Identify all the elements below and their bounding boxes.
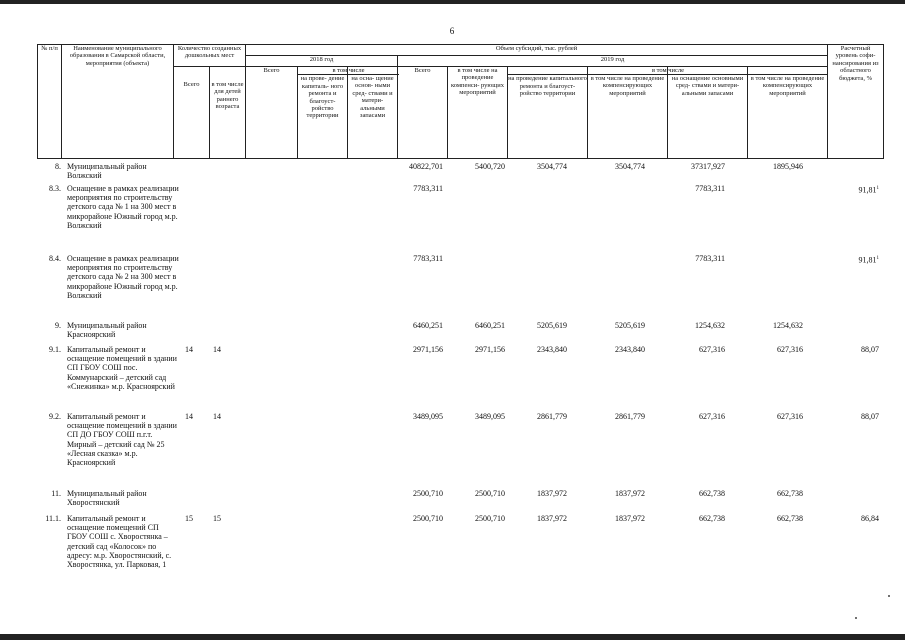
- row-comp-2019: 6460,251: [475, 321, 505, 330]
- footnote-mark: 1: [876, 186, 879, 191]
- row-places-total: 14: [185, 345, 193, 354]
- table-header: [37, 44, 884, 159]
- scan-speck: [855, 617, 857, 619]
- row-level-value: 91,81: [858, 185, 877, 195]
- row-repair-2019: 2343,840: [537, 345, 567, 354]
- row-repair-comp-2019: 3504,774: [615, 162, 645, 171]
- header-total-2019: Всего: [398, 67, 448, 159]
- row-total-2019: 3489,095: [413, 412, 443, 421]
- row-equip-comp-2019: 627,316: [777, 345, 803, 354]
- header-2019-repair-label: на проведение капитального ремонта и благоуст- ройство территории: [508, 75, 587, 98]
- row-total-2019: 7783,311: [413, 184, 443, 193]
- header-2018-equip: [348, 67, 398, 159]
- row-level: 88,07: [861, 412, 879, 421]
- row-name: Оснащение в рамках реализации мероприятия по строительству детского сада № 1 на 300 мест в микрорайоне Южный город м.р. Волжский: [67, 184, 179, 230]
- header-count-kids: в том числе для детей раннего возраста: [210, 67, 246, 159]
- row-comp-2019: 2500,710: [475, 514, 505, 523]
- row-repair-2019: 3504,774: [537, 162, 567, 171]
- row-total-2019: 2500,710: [413, 489, 443, 498]
- row-number: 11.1.: [45, 514, 61, 523]
- row-equip-comp-2019: 662,738: [777, 489, 803, 498]
- row-number: 8.4.: [49, 254, 61, 263]
- header-2018-repair-label: на прове- дение капиталь- ного ремонта и благоуст- ройство территории: [300, 75, 345, 120]
- row-equip-comp-2019: 1895,946: [773, 162, 803, 171]
- header-2018-repair: [298, 67, 365, 159]
- header-2019-equip: [668, 67, 748, 159]
- header-level: Расчетный уровень софи- нансирования из областного бюджета, %: [828, 45, 884, 159]
- row-repair-comp-2019: 2861,779: [615, 412, 645, 421]
- header-subsidy: Объем субсидий, тыс. рублей: [246, 45, 828, 56]
- row-level-value: 91,81: [858, 255, 877, 265]
- row-equip-2019: 37317,927: [691, 162, 725, 171]
- row-equip-2019: 627,316: [699, 345, 725, 354]
- row-repair-2019: 2861,779: [537, 412, 567, 421]
- header-count: Количество созданных дошкольных мест: [174, 45, 246, 67]
- row-name: Муниципальный район Красноярский: [67, 321, 147, 340]
- row-number: 8.3.: [49, 184, 61, 193]
- row-number: 9.2.: [49, 412, 61, 421]
- row-repair-2019: 5205,619: [537, 321, 567, 330]
- row-places-kids: 15: [213, 514, 221, 523]
- row-comp-2019: 2500,710: [475, 489, 505, 498]
- row-name: Муниципальный район Волжский: [67, 162, 147, 181]
- row-equip-2019: 7783,311: [695, 184, 725, 193]
- page-number: 6: [449, 26, 455, 36]
- header-year-2018: 2018 год: [246, 56, 398, 67]
- row-total-2019: 2500,710: [413, 514, 443, 523]
- row-repair-2019: 1837,972: [537, 514, 567, 523]
- row-level: [837, 184, 879, 195]
- row-repair-comp-2019: 1837,972: [615, 489, 645, 498]
- row-level: [837, 254, 879, 265]
- row-equip-2019: 1254,632: [695, 321, 725, 330]
- header-year-2019: 2019 год: [398, 56, 828, 67]
- header-2018-equip-label: на осна- щение основ- ными сред- ствами и матери- альными запасами: [351, 75, 394, 120]
- scan-speck: [888, 595, 890, 597]
- row-total-2019: 2971,156: [413, 345, 443, 354]
- footnote-mark: 1: [876, 256, 879, 261]
- header-incl-2018: в том числе: [298, 67, 399, 75]
- row-level: 88,07: [861, 345, 879, 354]
- row-number: 9.: [55, 321, 61, 330]
- row-comp-2019: 2971,156: [475, 345, 505, 354]
- row-equip-2019: 627,316: [699, 412, 725, 421]
- row-equip-comp-2019: 627,316: [777, 412, 803, 421]
- row-number: 8.: [55, 162, 61, 171]
- header-incl-2019: в том числе: [508, 67, 828, 75]
- header-2019-equip-label: на оснащение основными сред- ствами и матери- альными запасами: [671, 75, 744, 97]
- row-number: 9.1.: [49, 345, 61, 354]
- row-total-2019: 7783,311: [413, 254, 443, 263]
- row-total-2019: 6460,251: [413, 321, 443, 330]
- header-2019-repair-comp-label: в том числе на проведение компенсирующих мероприятий: [590, 75, 665, 97]
- header-2019-equip-comp: [748, 67, 828, 159]
- header-name: Наименование муниципального образования в Самарской области, мероприятия (объекта): [62, 45, 174, 159]
- row-name: Оснащение в рамках реализации мероприятия по строительству детского сада № 2 на 300 мест в микрорайоне Южный город м.р. Волжский: [67, 254, 179, 300]
- row-places-kids: 14: [213, 345, 221, 354]
- row-equip-2019: 662,738: [699, 489, 725, 498]
- row-places-kids: 14: [213, 412, 221, 421]
- header-total-2018: Всего: [246, 67, 298, 159]
- row-level: 86,84: [861, 514, 879, 523]
- header-2019-repair-comp: [588, 67, 668, 159]
- header-2019-comp: в том числе на проведение компенси- рующих мероприятий: [448, 67, 508, 159]
- top-border: [0, 0, 905, 4]
- row-equip-2019: 7783,311: [695, 254, 725, 263]
- row-equip-comp-2019: 662,738: [777, 514, 803, 523]
- row-repair-comp-2019: 2343,840: [615, 345, 645, 354]
- header-count-total: Всего: [174, 67, 210, 159]
- row-places-total: 15: [185, 514, 193, 523]
- row-name: Капитальный ремонт и оснащение помещений СП ГБОУ СОШ с. Хворостянка – детский сад «Колосок» по адресу: м.р. Хворостянский, с. Хворостянка, ул. Парковая, 1: [67, 514, 172, 570]
- row-repair-comp-2019: 5205,619: [615, 321, 645, 330]
- row-name: Муниципальный район Хворостянский: [67, 489, 147, 508]
- row-equip-2019: 662,738: [699, 514, 725, 523]
- row-repair-2019: 1837,972: [537, 489, 567, 498]
- row-places-total: 14: [185, 412, 193, 421]
- row-name: Капитальный ремонт и оснащение помещений в здании СП ДО ГБОУ СОШ п.г.т. Мирный – детский сад № 25 «Лесная сказка» м.р. Красноярский: [67, 412, 177, 468]
- row-comp-2019: 3489,095: [475, 412, 505, 421]
- row-number: 11.: [51, 489, 61, 498]
- row-name: Капитальный ремонт и оснащение помещений в здании СП ГБОУ СОШ пос. Коммунарский – детский сад «Снежинка» м.р. Красноярский: [67, 345, 177, 391]
- row-comp-2019: 5400,720: [475, 162, 505, 171]
- bottom-border: [0, 634, 905, 640]
- row-repair-comp-2019: 1837,972: [615, 514, 645, 523]
- row-total-2019: 40822,701: [409, 162, 443, 171]
- row-equip-comp-2019: 1254,632: [773, 321, 803, 330]
- header-num: № п/п: [38, 45, 62, 159]
- header-2019-equip-comp-label: в том числе на проведение компенсирующих мероприятий: [750, 75, 825, 97]
